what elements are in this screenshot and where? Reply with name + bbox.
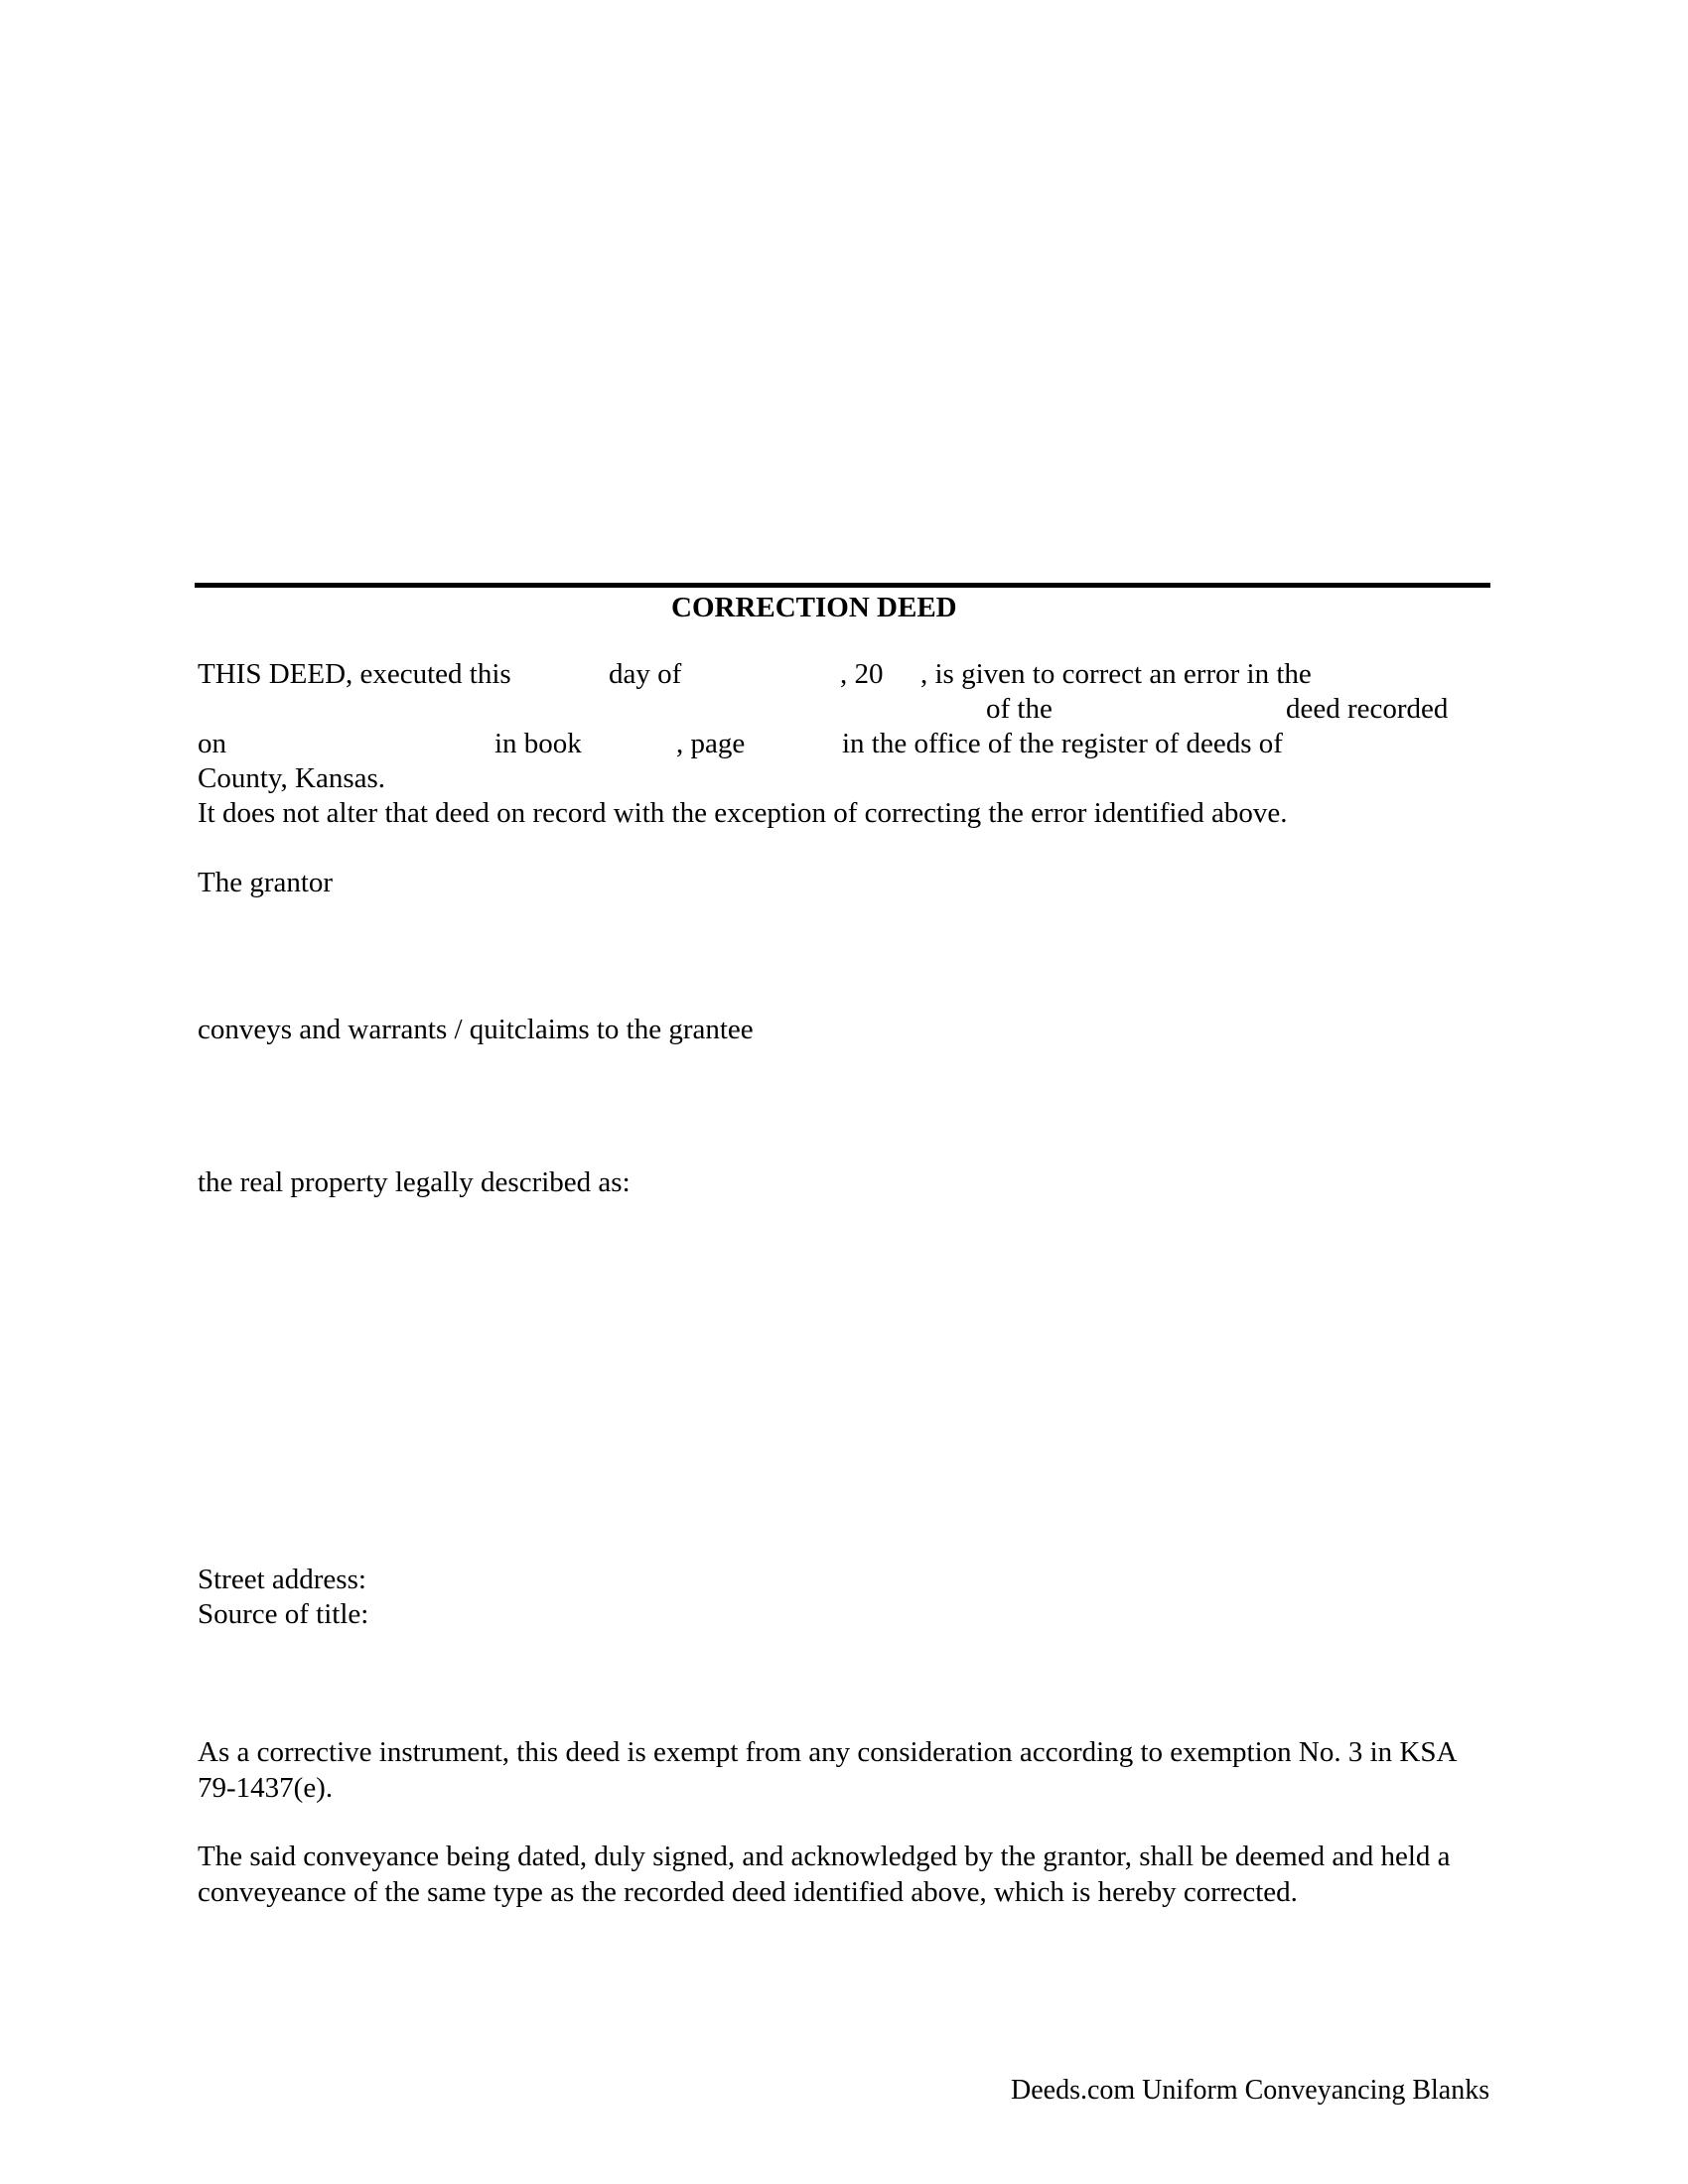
line1-given-to-correct: , is given to correct an error in the	[920, 658, 1312, 690]
conveyance-paragraph: The said conveyance being dated, duly signed, and acknowledged by the grantor, shall be deemed and held a conveyeance of the same type as the recorded deed identified above, which is hereby corrected.	[198, 1841, 1451, 1908]
line3-page: , page	[676, 728, 746, 759]
line4-county: County, Kansas.	[198, 762, 386, 794]
conveys-label: conveys and warrants / quitclaims to the grantee	[198, 1014, 754, 1045]
line3-on: on	[198, 728, 226, 759]
line1-year: , 20	[840, 658, 884, 690]
header-rule	[195, 583, 1490, 588]
source-of-title-label: Source of title:	[198, 1598, 369, 1630]
footer-branding: Deeds.com Uniform Conveyancing Blanks	[1011, 2075, 1490, 2106]
document-title: CORRECTION DEED	[671, 592, 957, 623]
street-address-label: Street address:	[198, 1564, 366, 1595]
line1-day-of: day of	[609, 658, 682, 690]
line5-does-not-alter: It does not alter that deed on record with the exception of correcting the error identified above.	[198, 797, 1288, 829]
line2-of-the: of the	[986, 693, 1053, 725]
exemption-paragraph: As a corrective instrument, this deed is exempt from any consideration according to exemption No. 3 in KSA 79-1437(e).	[198, 1736, 1456, 1804]
line3-in-book: in book	[494, 728, 582, 759]
line2-deed-recorded: deed recorded	[1286, 693, 1449, 725]
line1-executed: THIS DEED, executed this	[198, 658, 511, 690]
grantor-label: The grantor	[198, 867, 334, 898]
line3-register-office: in the office of the register of deeds of	[842, 728, 1283, 759]
property-description-label: the real property legally described as:	[198, 1166, 631, 1198]
